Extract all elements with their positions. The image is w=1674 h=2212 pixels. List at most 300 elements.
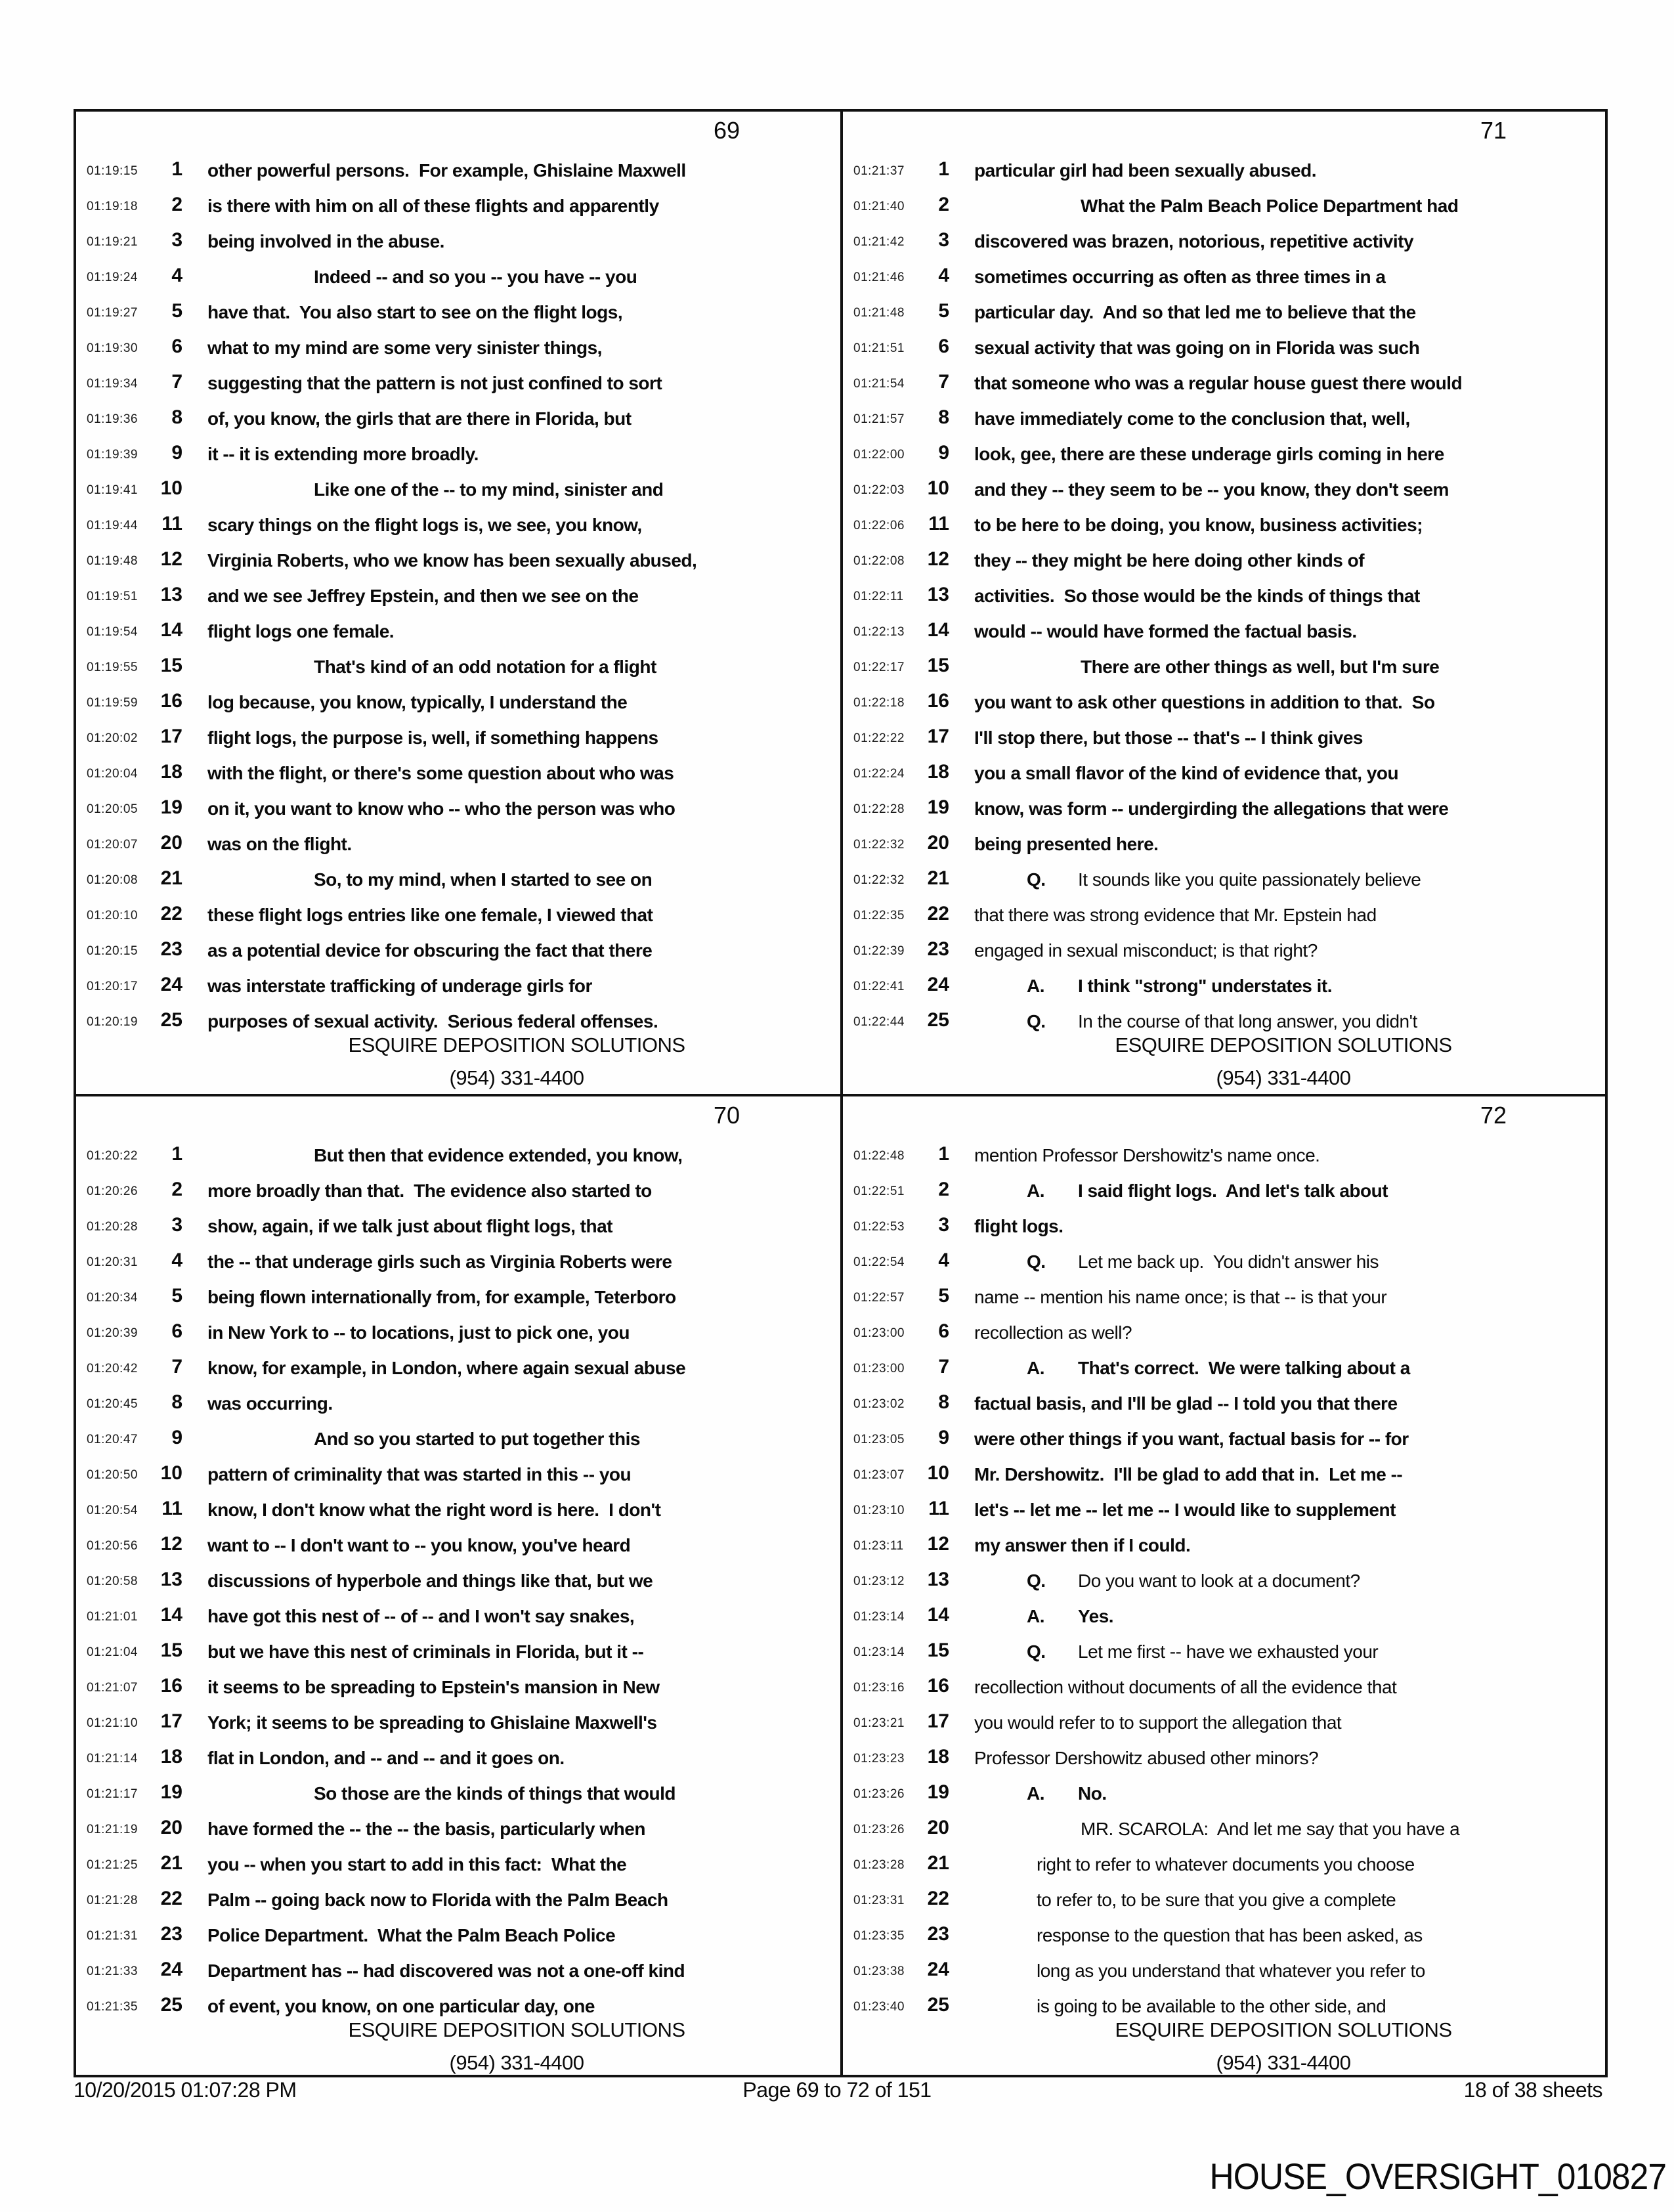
transcript-line — [76, 902, 838, 938]
line-text — [207, 1216, 612, 1237]
line-number: 23 — [160, 1923, 182, 1945]
line-text — [974, 1712, 1341, 1733]
line-text-content: long as you understand that whatever you refer to — [1037, 1961, 1425, 1981]
line-timestamp: 01:19:18 — [87, 200, 138, 213]
transcript-page-69 — [76, 112, 838, 1093]
transcript-line — [76, 1745, 838, 1781]
line-text-content: flight logs, the purpose is, well, if something happens — [207, 727, 658, 748]
line-number: 18 — [927, 761, 949, 783]
line-timestamp: 01:23:31 — [853, 1894, 905, 1907]
line-text — [1027, 1181, 1388, 1202]
line-text — [207, 1322, 630, 1343]
line-text-content: That's correct. We were talking about a — [1078, 1358, 1410, 1378]
line-timestamp: 01:22:18 — [853, 696, 905, 710]
transcript-page-70 — [76, 1096, 838, 2077]
line-number: 17 — [927, 1710, 949, 1732]
line-text — [974, 1393, 1398, 1414]
line-number: 13 — [160, 1569, 182, 1590]
line-timestamp: 01:21:07 — [87, 1681, 138, 1695]
transcript-page-72 — [843, 1096, 1605, 2077]
line-text — [1027, 1606, 1113, 1627]
line-text — [314, 1429, 640, 1450]
line-timestamp: 01:19:59 — [87, 696, 138, 710]
speaker-marker: A. — [1027, 1358, 1044, 1378]
line-text-content: purposes of sexual activity. Serious federal offenses. — [207, 1011, 658, 1031]
line-timestamp: 01:22:48 — [853, 1149, 905, 1163]
line-number: 3 — [171, 1214, 182, 1236]
transcript-line — [76, 548, 838, 583]
line-timestamp: 01:23:26 — [853, 1823, 905, 1836]
line-timestamp: 01:20:26 — [87, 1184, 138, 1198]
line-text-content: activities. So those would be the kinds of things that — [974, 586, 1420, 606]
line-number: 22 — [160, 1888, 182, 1909]
line-number: 1 — [938, 158, 949, 180]
transcript-line — [843, 1710, 1605, 1745]
transcript-line — [843, 264, 1605, 299]
line-text-content: Department has -- had discovered was not a one-off kind — [207, 1961, 685, 1981]
transcript-line — [843, 1355, 1605, 1391]
speaker-marker: A. — [1027, 1606, 1044, 1626]
line-text-content: being flown internationally from, for example, Teterboro — [207, 1287, 676, 1307]
line-number: 14 — [927, 1604, 949, 1626]
line-text — [974, 231, 1413, 252]
line-timestamp: 01:20:58 — [87, 1574, 138, 1588]
line-timestamp: 01:22:13 — [853, 625, 905, 639]
transcript-line — [76, 299, 838, 335]
line-number: 6 — [171, 1320, 182, 1342]
line-text-content: being involved in the abuse. — [207, 231, 444, 251]
line-timestamp: 01:20:07 — [87, 838, 138, 852]
line-number: 19 — [927, 1781, 949, 1803]
line-text-content: was interstate trafficking of underage girls for — [207, 976, 592, 996]
line-text — [1081, 657, 1439, 678]
line-number: 13 — [160, 584, 182, 605]
line-number: 12 — [160, 1533, 182, 1555]
line-timestamp: 01:20:56 — [87, 1539, 138, 1553]
line-timestamp: 01:21:57 — [853, 412, 905, 426]
transcript-line — [843, 1426, 1605, 1462]
line-text-content: it seems to be spreading to Epstein's mansion in New — [207, 1677, 660, 1697]
line-timestamp: 01:19:51 — [87, 590, 138, 603]
line-text — [1027, 1783, 1107, 1804]
line-text-content: discovered was brazen, notorious, repetitive activity — [974, 231, 1414, 251]
line-number: 6 — [938, 1320, 949, 1342]
line-text — [207, 1925, 615, 1946]
line-number: 21 — [927, 1852, 949, 1874]
line-number: 18 — [160, 761, 182, 783]
line-text-content: it -- it is extending more broadly. — [207, 444, 479, 464]
line-number: 15 — [160, 655, 182, 676]
line-number: 15 — [160, 1639, 182, 1661]
line-text — [207, 1251, 672, 1272]
line-number: 7 — [171, 371, 182, 393]
line-timestamp: 01:21:25 — [87, 1858, 138, 1872]
transcript-line — [76, 1497, 838, 1532]
line-number: 2 — [938, 194, 949, 215]
line-timestamp: 01:21:48 — [853, 306, 905, 320]
line-number: 20 — [927, 1817, 949, 1838]
line-text — [207, 196, 659, 217]
transcript-line — [76, 1958, 838, 1993]
vendor-name: ESQUIRE DEPOSITION SOLUTIONS — [1115, 2018, 1452, 2041]
line-text — [207, 621, 394, 642]
line-text-content: more broadly than that. The evidence also started to — [207, 1181, 652, 1201]
line-text-content: pattern of criminality that was started in this -- you — [207, 1464, 632, 1485]
line-text — [974, 1287, 1386, 1308]
transcript-line — [76, 1142, 838, 1178]
transcript-line — [76, 406, 838, 441]
line-text-content: name -- mention his name once; is that -- is that your — [974, 1287, 1387, 1307]
line-text — [974, 621, 1357, 642]
line-timestamp: 01:20:28 — [87, 1220, 138, 1234]
line-number: 11 — [161, 1498, 182, 1519]
line-number: 23 — [927, 1923, 949, 1945]
vendor-phone: (954) 331-4400 — [449, 2051, 584, 2074]
transcript-line — [843, 902, 1605, 938]
line-text — [207, 444, 479, 465]
line-text — [207, 1819, 645, 1840]
line-text — [207, 1358, 685, 1379]
line-text-content: to be here to be doing, you know, business activities; — [974, 515, 1423, 535]
line-timestamp: 01:22:22 — [853, 731, 905, 745]
line-number: 12 — [927, 548, 949, 570]
transcript-line — [76, 831, 838, 867]
line-number: 19 — [927, 796, 949, 818]
line-text — [974, 267, 1385, 288]
line-timestamp: 01:19:41 — [87, 483, 138, 497]
line-timestamp: 01:23:02 — [853, 1397, 905, 1411]
line-timestamp: 01:20:02 — [87, 731, 138, 745]
line-text-content: I'll stop there, but those -- that's -- I think gives — [974, 727, 1363, 748]
transcript-line — [76, 1639, 838, 1674]
line-text — [974, 479, 1449, 500]
transcript-grid — [74, 109, 1608, 2077]
line-timestamp: 01:19:44 — [87, 519, 138, 532]
line-timestamp: 01:22:35 — [853, 909, 905, 922]
line-text — [207, 515, 642, 536]
transcript-line — [76, 1674, 838, 1710]
transcript-line — [76, 1781, 838, 1816]
transcript-line — [843, 335, 1605, 370]
line-list — [76, 158, 838, 1044]
line-number: 1 — [171, 158, 182, 180]
line-text — [207, 160, 686, 181]
line-text-content: being presented here. — [974, 834, 1159, 854]
transcript-line — [843, 1887, 1605, 1922]
line-text-content: sexual activity that was going on in Florida was such — [974, 337, 1420, 358]
line-timestamp: 01:21:46 — [853, 271, 905, 284]
line-text — [1027, 1571, 1360, 1592]
line-number: 17 — [160, 1710, 182, 1732]
speaker-marker: Q. — [1027, 1641, 1046, 1662]
line-number: 10 — [160, 1462, 182, 1484]
line-number: 13 — [927, 1569, 949, 1590]
transcript-line — [76, 1284, 838, 1320]
line-timestamp: 01:22:28 — [853, 802, 905, 816]
line-text-content: but we have this nest of criminals in Florida, but it -- — [207, 1641, 644, 1662]
transcript-line — [843, 299, 1605, 335]
line-timestamp: 01:20:39 — [87, 1326, 138, 1340]
line-text — [974, 160, 1316, 181]
line-text-content: It sounds like you quite passionately believe — [1078, 869, 1421, 890]
line-number: 9 — [938, 442, 949, 464]
line-text — [1027, 869, 1421, 890]
transcript-line — [843, 1852, 1605, 1887]
line-timestamp: 01:19:39 — [87, 448, 138, 462]
speaker-marker: A. — [1027, 1181, 1044, 1201]
line-number: 25 — [160, 1009, 182, 1031]
line-text — [207, 1996, 595, 2017]
line-timestamp: 01:19:48 — [87, 554, 138, 568]
transcript-line — [76, 1852, 838, 1887]
line-text-content: That's kind of an odd notation for a flight — [314, 657, 656, 677]
line-text-content: log because, you know, typically, I understand the — [207, 692, 628, 712]
transcript-line — [76, 158, 838, 193]
line-text-content: have immediately come to the conclusion that, well, — [974, 408, 1410, 429]
line-text — [207, 550, 697, 571]
line-text-content: and we see Jeffrey Epstein, and then we see on the — [207, 586, 639, 606]
line-text — [974, 834, 1158, 855]
line-text-content: particular girl had been sexually abused. — [974, 160, 1317, 181]
transcript-line — [843, 477, 1605, 512]
line-number: 11 — [161, 513, 182, 534]
line-timestamp: 01:21:54 — [853, 377, 905, 391]
line-number: 19 — [160, 1781, 182, 1803]
line-text-content: in New York to -- to locations, just to pick one, you — [207, 1322, 630, 1343]
line-timestamp: 01:23:26 — [853, 1787, 905, 1801]
line-number: 25 — [927, 1009, 949, 1031]
line-timestamp: 01:23:40 — [853, 2000, 905, 2014]
line-number: 17 — [927, 726, 949, 747]
line-text — [314, 1783, 676, 1804]
vendor-phone: (954) 331-4400 — [449, 1066, 584, 1089]
speaker-marker: A. — [1027, 976, 1044, 996]
line-timestamp: 01:20:47 — [87, 1433, 138, 1446]
line-timestamp: 01:21:35 — [87, 2000, 138, 2014]
line-timestamp: 01:19:54 — [87, 625, 138, 639]
line-timestamp: 01:23:23 — [853, 1752, 905, 1766]
line-text — [207, 905, 653, 926]
line-text — [974, 337, 1419, 358]
line-timestamp: 01:19:24 — [87, 271, 138, 284]
transcript-line — [76, 1568, 838, 1603]
line-timestamp: 01:20:50 — [87, 1468, 138, 1482]
line-number: 5 — [938, 300, 949, 322]
line-text-content: know, for example, in London, where again sexual abuse — [207, 1358, 686, 1378]
line-text — [207, 1535, 630, 1556]
line-text — [974, 373, 1462, 394]
line-number: 16 — [160, 1675, 182, 1697]
line-text-content: Police Department. What the Palm Beach Police — [207, 1925, 616, 1945]
transcript-line — [843, 973, 1605, 1008]
line-text — [207, 1961, 685, 1982]
vendor-name: ESQUIRE DEPOSITION SOLUTIONS — [1115, 1033, 1452, 1056]
transcript-line — [76, 760, 838, 796]
line-text — [1081, 196, 1458, 217]
line-number: 13 — [927, 584, 949, 605]
line-timestamp: 01:23:28 — [853, 1858, 905, 1872]
transcript-line — [76, 689, 838, 725]
line-timestamp: 01:22:32 — [853, 838, 905, 852]
transcript-line — [843, 1391, 1605, 1426]
transcript-line — [843, 1142, 1605, 1178]
line-number: 3 — [171, 229, 182, 251]
line-timestamp: 01:23:21 — [853, 1716, 905, 1730]
transcript-line — [76, 1355, 838, 1391]
transcript-line — [76, 1213, 838, 1249]
line-number: 5 — [938, 1285, 949, 1307]
line-text-content: discussions of hyperbole and things like that, but we — [207, 1571, 653, 1591]
line-text-content: that there was strong evidence that Mr. Epstein had — [974, 905, 1377, 925]
line-timestamp: 01:21:10 — [87, 1716, 138, 1730]
transcript-line — [843, 1213, 1605, 1249]
transcript-line — [843, 1639, 1605, 1674]
transcript-line — [843, 1745, 1605, 1781]
line-text-content: with the flight, or there's some question about who was — [207, 763, 674, 783]
line-number: 3 — [938, 229, 949, 251]
line-text — [1037, 1961, 1425, 1982]
line-text-content: engaged in sexual misconduct; is that right? — [974, 940, 1318, 961]
transcript-line — [843, 796, 1605, 831]
transcript-line — [843, 618, 1605, 654]
line-timestamp: 01:19:34 — [87, 377, 138, 391]
line-text — [207, 586, 639, 607]
line-text — [207, 940, 652, 961]
line-timestamp: 01:23:35 — [853, 1929, 905, 1943]
line-timestamp: 01:20:10 — [87, 909, 138, 922]
line-number: 22 — [927, 1888, 949, 1909]
transcript-line — [76, 938, 838, 973]
line-number: 24 — [927, 1959, 949, 1980]
transcript-line — [76, 1462, 838, 1497]
line-timestamp: 01:22:53 — [853, 1220, 905, 1234]
line-text-content: what to my mind are some very sinister things, — [207, 337, 602, 358]
line-text-content: have got this nest of -- of -- and I won't say snakes, — [207, 1606, 635, 1626]
line-number: 7 — [171, 1356, 182, 1377]
line-timestamp: 01:21:19 — [87, 1823, 138, 1836]
line-text — [1027, 1251, 1379, 1272]
line-text-content: would -- would have formed the factual basis. — [974, 621, 1357, 641]
line-number: 2 — [938, 1179, 949, 1200]
line-timestamp: 01:21:33 — [87, 1964, 138, 1978]
transcript-line — [76, 654, 838, 689]
line-number: 24 — [927, 974, 949, 995]
line-text — [1027, 1358, 1410, 1379]
transcript-line — [843, 938, 1605, 973]
line-timestamp: 01:23:14 — [853, 1645, 905, 1659]
line-text — [207, 1854, 626, 1875]
line-number: 16 — [927, 690, 949, 712]
speaker-marker: A. — [1027, 1783, 1044, 1804]
line-number: 12 — [160, 548, 182, 570]
line-text-content: So, to my mind, when I started to see on — [314, 869, 653, 890]
line-timestamp: 01:20:04 — [87, 767, 138, 781]
line-number: 4 — [938, 1249, 949, 1271]
line-number: 16 — [927, 1675, 949, 1697]
line-text-content: suggesting that the pattern is not just confined to sort — [207, 373, 662, 393]
transcript-line — [76, 193, 838, 228]
transcript-line — [76, 1320, 838, 1355]
line-text-content: and they -- they seem to be -- you know, they don't seem — [974, 479, 1449, 500]
line-text-content: you a small flavor of the kind of evidence that, you — [974, 763, 1399, 783]
line-text-content: want to -- I don't want to -- you know, you've heard — [207, 1535, 631, 1555]
line-number: 20 — [160, 832, 182, 854]
transcript-line — [76, 973, 838, 1008]
line-number: 23 — [160, 938, 182, 960]
line-number: 14 — [927, 619, 949, 641]
line-number: 2 — [171, 194, 182, 215]
line-text-content: I think "strong" understates it. — [1078, 976, 1333, 996]
line-timestamp: 01:23:16 — [853, 1681, 905, 1695]
transcript-line — [76, 228, 838, 264]
transcript-line — [76, 725, 838, 760]
transcript-line — [843, 1603, 1605, 1639]
line-timestamp: 01:22:39 — [853, 944, 905, 958]
line-timestamp: 01:23:00 — [853, 1362, 905, 1376]
line-timestamp: 01:22:51 — [853, 1184, 905, 1198]
line-text-content: is going to be available to the other side, and — [1037, 1996, 1386, 2016]
line-text-content: But then that evidence extended, you know, — [314, 1145, 683, 1165]
vendor-name: ESQUIRE DEPOSITION SOLUTIONS — [348, 2018, 685, 2041]
page-number: 72 — [1480, 1102, 1507, 1129]
footer-page-range: Page 69 to 72 of 151 — [742, 2078, 932, 2102]
line-number: 3 — [938, 1214, 949, 1236]
line-number: 23 — [927, 938, 949, 960]
line-text — [974, 1322, 1132, 1343]
line-number: 1 — [938, 1143, 949, 1165]
line-text-content: York; it seems to be spreading to Ghislaine Maxwell's — [207, 1712, 657, 1733]
line-number: 14 — [160, 619, 182, 641]
line-text-content: other powerful persons. For example, Ghislaine Maxwell — [207, 160, 686, 181]
line-text — [974, 1216, 1063, 1237]
transcript-line — [76, 1178, 838, 1213]
line-timestamp: 01:19:21 — [87, 235, 138, 249]
line-list — [76, 1142, 838, 2029]
line-text — [207, 1677, 660, 1698]
transcript-line — [76, 477, 838, 512]
line-text-content: know, was form -- undergirding the allegations that were — [974, 798, 1449, 819]
line-text — [974, 1464, 1402, 1485]
line-timestamp: 01:21:17 — [87, 1787, 138, 1801]
line-number: 12 — [927, 1533, 949, 1555]
line-text — [974, 905, 1377, 926]
line-text-content: recollection as well? — [974, 1322, 1132, 1343]
line-timestamp: 01:23:11 — [853, 1539, 904, 1553]
line-text — [207, 1748, 565, 1769]
line-text-content: you want to ask other questions in addition to that. So — [974, 692, 1435, 712]
transcript-line — [76, 441, 838, 477]
line-number: 5 — [171, 300, 182, 322]
line-timestamp: 01:23:38 — [853, 1964, 905, 1978]
line-number: 14 — [160, 1604, 182, 1626]
line-text — [974, 408, 1410, 429]
line-timestamp: 01:19:30 — [87, 341, 138, 355]
line-text — [974, 1677, 1396, 1698]
line-timestamp: 01:19:55 — [87, 661, 138, 674]
line-text — [207, 1181, 652, 1202]
transcript-line — [843, 583, 1605, 618]
transcript-line — [76, 335, 838, 370]
line-number: 22 — [160, 903, 182, 924]
line-timestamp: 01:21:31 — [87, 1929, 138, 1943]
line-text-content: was occurring. — [207, 1393, 333, 1414]
line-text — [1037, 1854, 1415, 1875]
line-number: 1 — [171, 1143, 182, 1165]
speaker-marker: Q. — [1027, 1011, 1046, 1031]
transcript-line — [843, 1674, 1605, 1710]
line-number: 18 — [927, 1746, 949, 1767]
line-number: 10 — [160, 477, 182, 499]
